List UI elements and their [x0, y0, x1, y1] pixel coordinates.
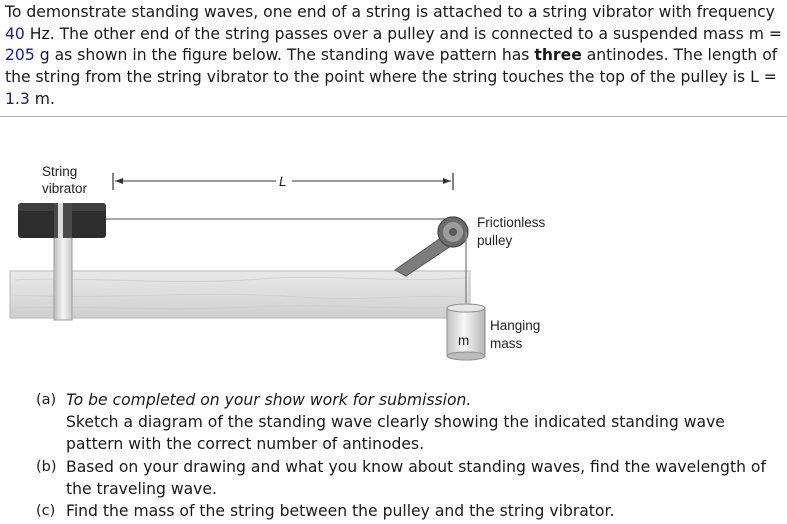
antinodes-word: three — [534, 46, 582, 65]
part-a-note: To be completed on your show work for submission. — [66, 391, 472, 409]
hanging-label-line1: Hanging — [490, 318, 541, 333]
question-parts — [36, 389, 781, 522]
hanging-label-line2: mass — [490, 336, 523, 351]
length-dimension — [113, 173, 453, 190]
part-b-marker: (b) — [36, 458, 57, 475]
part-c-marker: (c) — [36, 503, 56, 520]
wooden-board — [10, 271, 470, 318]
vibrator-label-line1: String — [42, 164, 78, 179]
pulley-label-line1: Frictionless — [477, 215, 546, 230]
mass-label: m — [458, 333, 470, 348]
problem-text-part: To demonstrate standing waves, one end of a string is attached to a string vibrator with frequency — [5, 3, 775, 21]
part-b-text: Based on your drawing and what you know about standing waves, find the wavelength of the traveling wave. — [66, 457, 766, 498]
length-value: 1.3 — [5, 89, 30, 108]
part-a-marker: (a) — [36, 392, 57, 408]
standing-wave-figure — [0, 150, 787, 385]
problem-text-part: m. — [29, 89, 55, 108]
vibrator-label-line2: vibrator — [42, 181, 88, 196]
divider — [0, 116, 787, 117]
part-c — [36, 500, 781, 522]
length-label: L — [279, 174, 287, 189]
part-a — [36, 389, 781, 456]
problem-statement — [5, 2, 785, 111]
problem-text-part: g as shown in the figure below. The standing wave pattern has — [34, 46, 535, 65]
part-b — [36, 456, 781, 500]
frictionless-pulley — [438, 217, 468, 247]
problem-text-part: antinodes. The length of the string from the string vibrator to the point where the string touches the top of the pulley is L = — [5, 46, 778, 87]
part-c-text: Find the mass of the string between the pulley and the string vibrator. — [66, 502, 615, 521]
pulley-label-line2: pulley — [477, 233, 513, 248]
hanging-mass — [447, 304, 485, 360]
mass-value: 205 — [5, 46, 35, 65]
problem-text-part: Hz. The other end of the string passes over a pulley and is connected to a suspended mass m = — [24, 24, 782, 43]
frequency-value: 40 — [5, 24, 25, 43]
string-vibrator — [18, 203, 106, 238]
problem-text — [5, 2, 785, 111]
part-a-text: Sketch a diagram of the standing wave clearly showing the indicated standing wave pattern with the correct number of antinodes. — [66, 413, 725, 454]
